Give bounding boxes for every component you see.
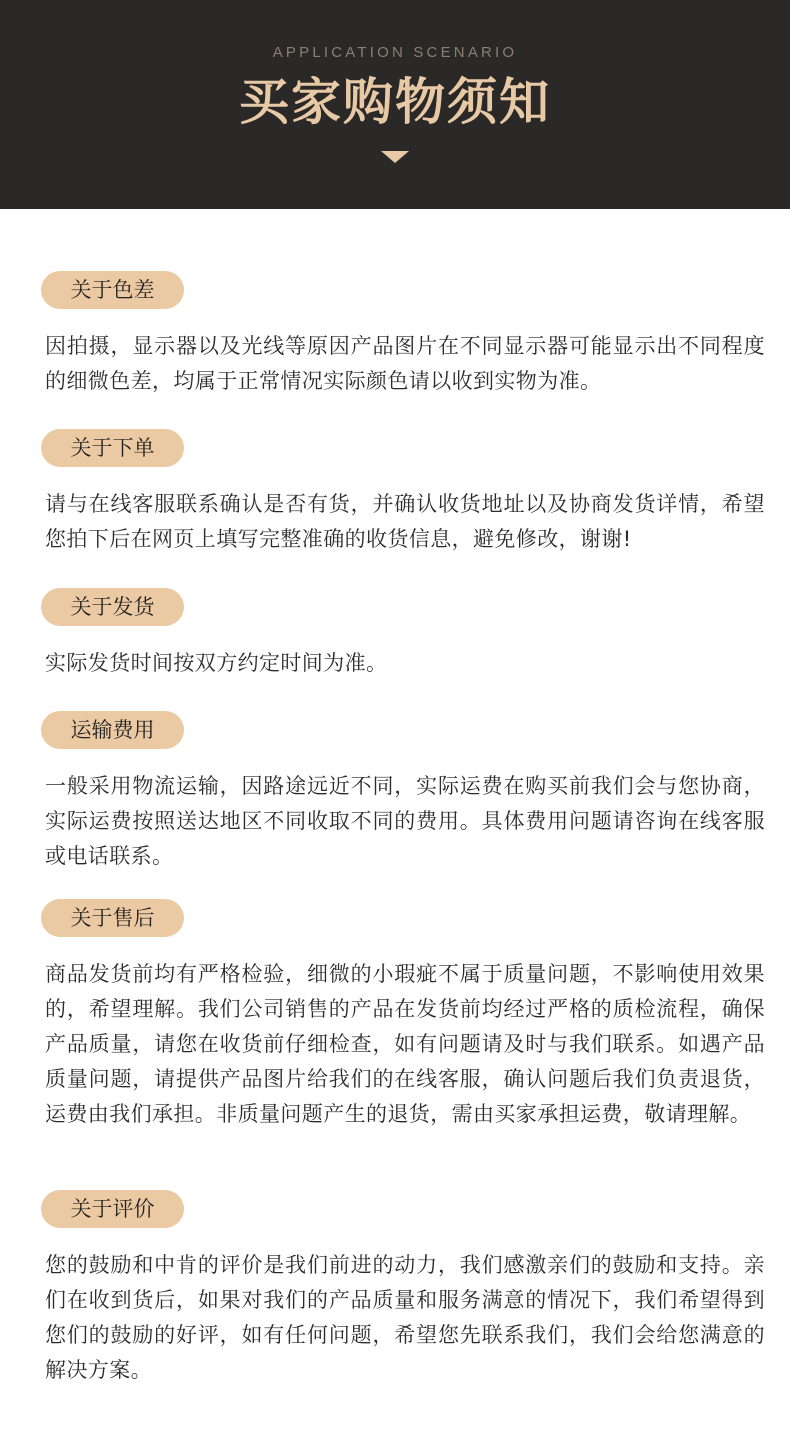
section-badge: 关于售后 bbox=[41, 899, 184, 937]
page-title: 买家购物须知 bbox=[239, 73, 551, 131]
section-badge: 关于色差 bbox=[41, 271, 184, 309]
section-text: 您的鼓励和中肯的评价是我们前进的动力，我们感激亲们的鼓励和支持。亲们在收到货后，如果对我们的产品质量和服务满意的情况下，我们希望得到您们的鼓励的好评，如有任何问题，希望您先联系我们，我们会给您满意的解决方案。 bbox=[45, 1253, 765, 1382]
section-badge: 运输费用 bbox=[41, 711, 184, 749]
section-text: 请与在线客服联系确认是否有货，并确认收货地址以及协商发货详情，希望您拍下后在网页上填写完整准确的收货信息，避免修改，谢谢! bbox=[45, 492, 765, 551]
section-text: 实际发货时间按双方约定时间为准。 bbox=[45, 651, 388, 675]
down-arrow-icon bbox=[381, 151, 409, 163]
section-text: 一般采用物流运输，因路途远近不同，实际运费在购买前我们会与您协商，实际运费按照送达地区不同收取不同的费用。具体费用问题请咨询在线客服或电话联系。 bbox=[45, 774, 765, 868]
section-badge: 关于评价 bbox=[41, 1190, 184, 1228]
header-banner bbox=[0, 0, 790, 209]
section-badge: 关于发货 bbox=[41, 588, 184, 626]
section-text: 商品发货前均有严格检验，细微的小瑕疵不属于质量问题，不影响使用效果的，希望理解。我们公司销售的产品在发货前均经过严格的质检流程，确保产品质量，请您在收货前仔细检查，如有问题请及时与我们联系。如遇产品质量问题，请提供产品图片给我们的在线客服，确认问题后我们负责退货，运费由我们承担。非质量问题产生的退货，需由买家承担运费，敬请理解。 bbox=[45, 962, 765, 1126]
header-subtitle: APPLICATION SCENARIO bbox=[272, 44, 518, 61]
section-text: 因拍摄，显示器以及光线等原因产品图片在不同显示器可能显示出不同程度的细微色差，均属于正常情况实际颜色请以收到实物为准。 bbox=[45, 334, 765, 393]
section-badge: 关于下单 bbox=[41, 429, 184, 467]
